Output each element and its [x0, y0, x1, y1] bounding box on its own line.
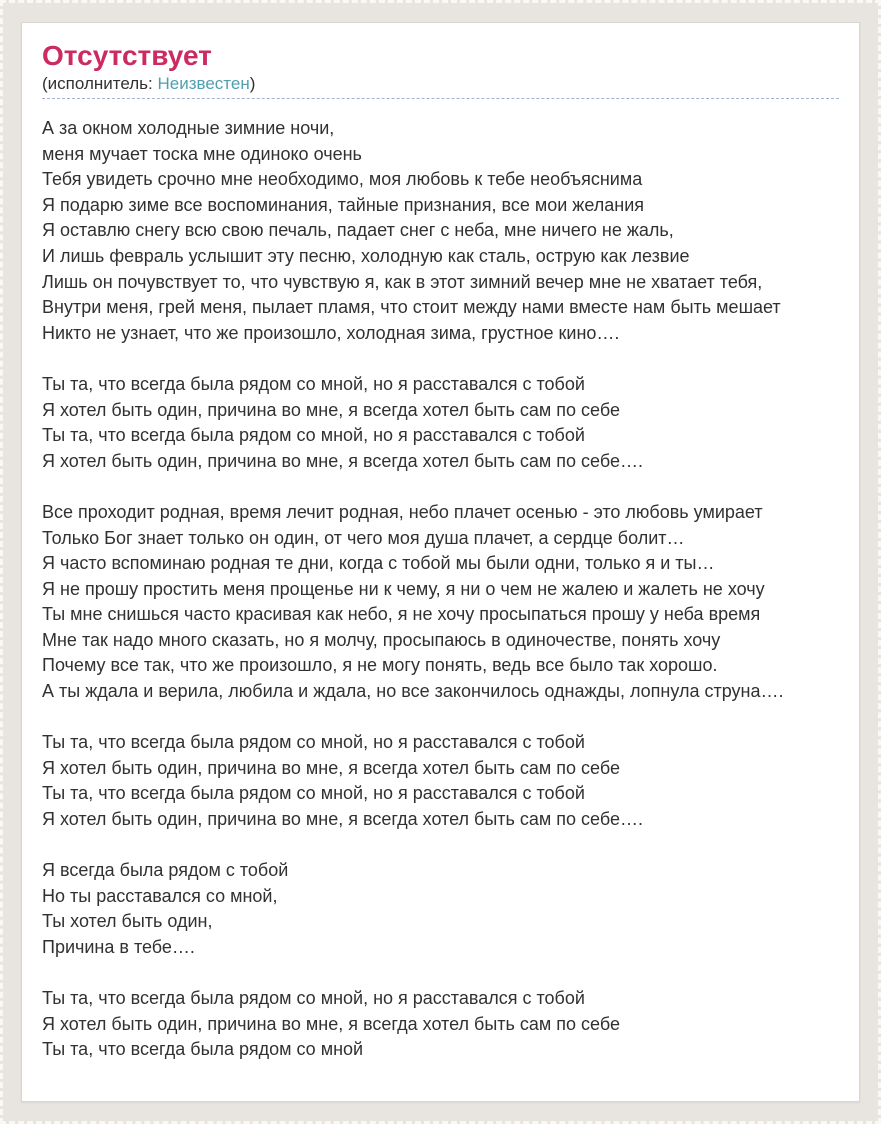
lyrics-line: Ты та, что всегда была рядом со мной — [42, 1039, 364, 1060]
lyrics-line: Мне так надо много сказать, но я молчу, просыпаюсь в одиночестве, понять хочу — [42, 629, 721, 650]
lyrics-line: Все проходит родная, время лечит родная, небо плачет осенью - это любовь умирает — [42, 501, 763, 522]
lyrics-card — [21, 22, 860, 1102]
artist-suffix: ) — [249, 74, 256, 93]
lyrics-line: Ты та, что всегда была рядом со мной, но я расставался с тобой — [42, 373, 585, 394]
lyrics-line: Ты та, что всегда была рядом со мной, но я расставался с тобой — [42, 425, 585, 446]
lyrics-stanza — [42, 858, 839, 960]
lyrics-line: Я хотел быть один, причина во мне, я всегда хотел быть сам по себе…. — [42, 809, 643, 830]
lyrics-line: Я часто вспоминаю родная те дни, когда с тобой мы были одни, только я и ты… — [42, 553, 715, 574]
lyrics-stanza — [42, 116, 839, 346]
lyrics-line: Я всегда была рядом с тобой — [42, 860, 289, 881]
lyrics-stanza — [42, 986, 839, 1063]
lyrics-line: Я хотел быть один, причина во мне, я всегда хотел быть сам по себе — [42, 1013, 620, 1034]
artist-label: (исполнитель: — [42, 74, 158, 93]
artist-link[interactable]: Неизвестен — [157, 74, 250, 93]
lyrics-line: Я хотел быть один, причина во мне, я всегда хотел быть сам по себе — [42, 757, 620, 778]
lyrics-line: Причина в тебе…. — [42, 937, 195, 957]
lyrics-line: Внутри меня, грей меня, пылает пламя, что стоит между нами вместе нам быть мешает — [42, 297, 781, 318]
song-title: Отсутствует — [42, 40, 212, 71]
lyrics-line: И лишь февраль услышит эту песню, холодную как сталь, острую как лезвие — [42, 245, 690, 266]
lyrics-line: Ты та, что всегда была рядом со мной, но я расставался с тобой — [42, 732, 585, 753]
lyrics-line: Лишь он почувствует то, что чувствую я, как в этот зимний вечер мне не хватает тебя, — [42, 271, 763, 292]
lyrics-line: Я подарю зиме все воспоминания, тайные признания, все мои желания — [42, 194, 644, 215]
artist-line — [42, 73, 839, 99]
lyrics-line: Я хотел быть один, причина во мне, я всегда хотел быть сам по себе — [42, 399, 620, 420]
lyrics-line: Ты та, что всегда была рядом со мной, но я расставался с тобой — [42, 783, 585, 804]
lyrics-line: Почему все так, что же произошло, я не могу понять, ведь все было так хорошо. — [42, 655, 718, 676]
lyrics-text — [42, 116, 839, 1063]
lyrics-line: Я хотел быть один, причина во мне, я всегда хотел быть сам по себе…. — [42, 450, 643, 471]
lyrics-stanza — [42, 730, 839, 832]
lyrics-line: А за окном холодные зимние ночи, — [42, 118, 335, 138]
lyrics-line: Ты хотел быть один, — [42, 911, 213, 932]
lyrics-line: Тебя увидеть срочно мне необходимо, моя любовь к тебе необъяснима — [42, 169, 643, 190]
lyrics-line: меня мучает тоска мне одиноко очень — [42, 143, 362, 164]
lyrics-line: А ты ждала и верила, любила и ждала, но все закончилось однажды, лопнула струна…. — [42, 681, 784, 702]
lyrics-stanza — [42, 372, 839, 474]
lyrics-line: Ты мне снишься часто красивая как небо, я не хочу просыпаться прошу у неба время — [42, 604, 761, 625]
lyrics-stanza — [42, 500, 839, 705]
lyrics-line: Я оставлю снегу всю свою печаль, падает снег с неба, мне ничего не жаль, — [42, 220, 674, 241]
lyrics-line: Но ты расставался со мной, — [42, 885, 278, 906]
lyrics-line: Я не прошу простить меня прощенье ни к чему, я ни о чем не жалею и жалеть не хочу — [42, 578, 765, 599]
lyrics-line: Ты та, что всегда была рядом со мной, но я расставался с тобой — [42, 988, 585, 1009]
lyrics-line: Никто не узнает, что же произошло, холодная зима, грустное кино…. — [42, 322, 620, 343]
lyrics-line: Только Бог знает только он один, от чего моя душа плачет, а сердце болит… — [42, 527, 685, 548]
